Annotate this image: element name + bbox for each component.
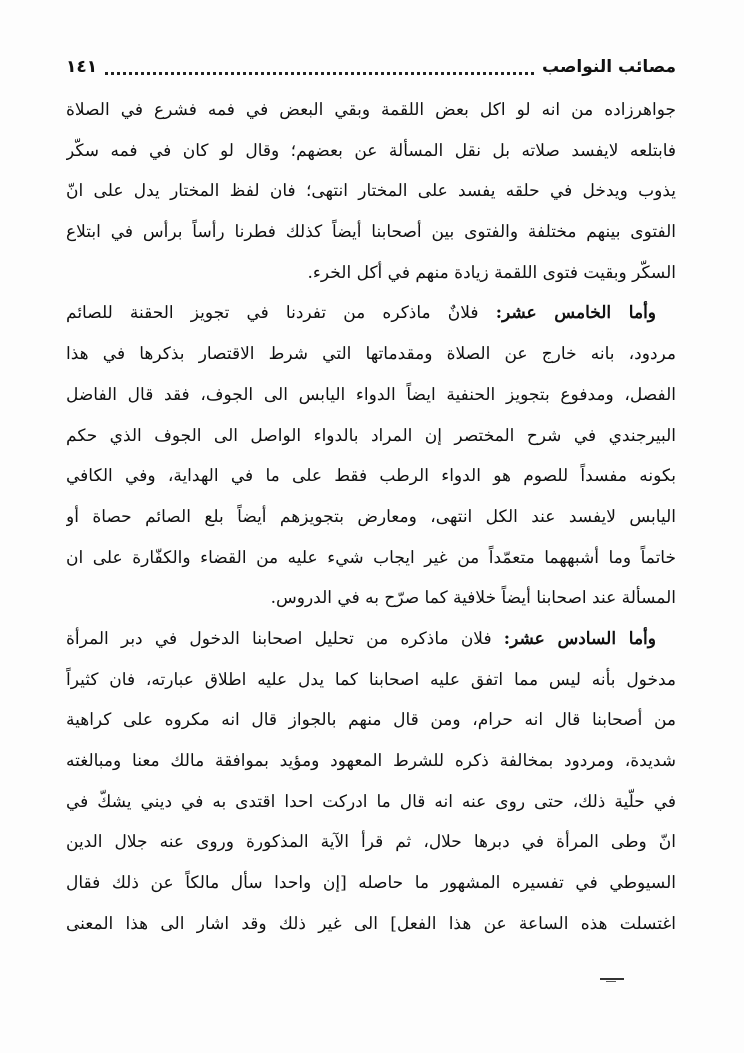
text-line: اغتسلت هذه الساعة عن هذا الفعل] الى غير ذلك وقد اشار الى هذا المعنى <box>66 913 676 934</box>
text-line: انّ وطى المرأة في دبرها حلال، ثم قرأ الآية المذكورة وروى عنه جلال الدين <box>66 832 676 853</box>
text-line: السيوطي في تفسيره المشهور ما حاصله [إن واحدا سأل مالكاً عن ذلك فقال <box>66 873 676 894</box>
page-header <box>66 50 676 84</box>
text-line: الفصل، ومدفوع بتجويز الحنفية ايضاً الدواء اليابس الى الجوف، فقد قال الفاضل <box>66 384 676 405</box>
paragraph-first-line <box>66 619 676 660</box>
text-line: الفتوى بينهم مختلفة والفتوى بين أصحابنا أيضاً كذلك فطرنا رأساً برأس في ابتلاع <box>66 222 676 243</box>
text-line: شديدة، ومردود بمخالفة ذكره للشرط المعهود ومؤيد بموافقة مالك معنا ومبالغته <box>66 751 676 771</box>
text-line: جواهرزاده من انه لو اكل بعض اللقمة وبقي البعض في فمه فشرع في الصلاة <box>66 100 676 120</box>
text-line: بكونه مفسداً للصوم هو الدواء الرطب فقط على ما في الهداية، وفي الكافي <box>66 466 676 487</box>
first-line-rest: فلان ماذكره من تحليل اصحابنا الدخول في دبر المرأة <box>66 628 504 649</box>
body-text <box>66 90 676 944</box>
text-line-last: السكّر وبقيت فتوى اللقمة زيادة منهم في أكل الخرء. <box>307 262 676 283</box>
text-line: من أصحابنا قال انه حرام، ومن قال منهم بالجواز قال انه مكروه على كراهية <box>66 710 676 731</box>
text-line: فابتلعه لايفسد صلاته بل نقل المسألة عن بعضهم؛ وقال لو كان في فمه سكّر <box>66 140 676 161</box>
section-lead: وأما السادس عشر: <box>503 628 656 649</box>
text-line: مردود، بانه خارج عن الصلاة ومقدماتها التي شرط الاقتصار بذكرها في هذا <box>66 344 676 365</box>
text-line: في حلّية ذلك، حتى روى عنه انه قال ما ادركت احدا اقتدى به في ديني يشكّ في <box>66 791 676 812</box>
text-line: مدخول بأنه ليس مما اتفق عليه اصحابنا كما يدل عليه اطلاق عبارته، فان كثيراً <box>66 669 676 690</box>
running-head: مصائب النواصب <box>541 57 676 77</box>
section-lead: وأما الخامس عشر: <box>495 303 656 324</box>
scan-mark <box>600 978 624 980</box>
text-line-last: المسألة عند اصحابنا أيضاً خلافية كما صرّح به في الدروس. <box>270 588 676 609</box>
page-number: ١٤١ <box>66 57 98 77</box>
first-line-rest: فلانٌ ماذكره من تفردنا في تجويز الحقنة للصائم <box>66 303 496 324</box>
paragraph-first-line <box>66 293 676 334</box>
text-line: يذوب ويدخل في حلقه يفسد على المختار انتهى؛ فان لفظ المختار يدل على انّ <box>66 181 676 202</box>
text-line: خاتماً وما أشبههما متعمّداً من غير ايجاب شيء عليه من القضاء والكفّارة على ان <box>66 547 676 568</box>
text-line: البيرجندي في شرح المختصر إن المراد بالدواء الواصل الى الجوف الذي حكم <box>66 425 676 446</box>
text-line: اليابس لايفسد عند الكل انتهى، ومعارض بتجويزهم أيضاً بلع الصائم حصاة أو <box>66 506 676 527</box>
dot-leader <box>105 72 534 75</box>
